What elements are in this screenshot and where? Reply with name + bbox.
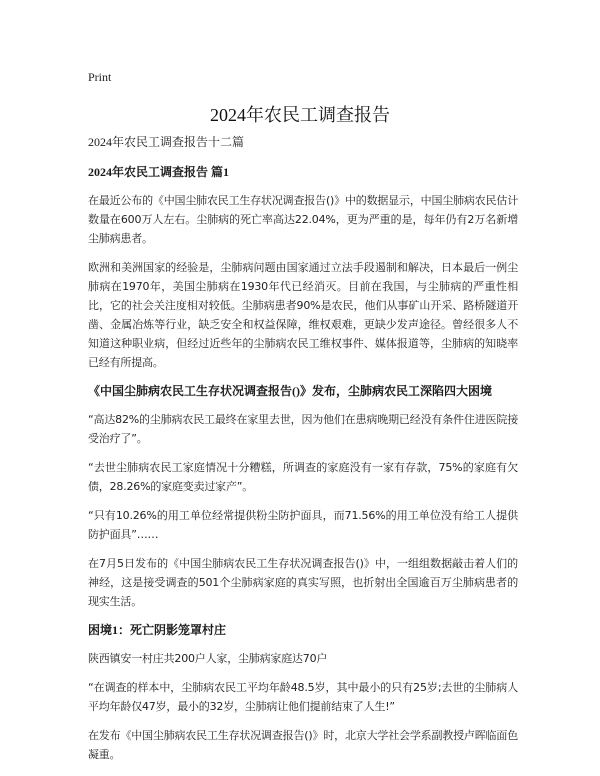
print-link[interactable]: Print (88, 70, 112, 84)
document-body (88, 133, 518, 774)
section-heading-2: 《中国尘肺病农民工生存状况调查报告()》发布，尘肺病农民工深陷四大困境 (88, 384, 492, 398)
section-heading-1: 2024年农民工调查报告 篇1 (88, 165, 230, 179)
document-title: 2024年农民工调查报告 (210, 105, 390, 125)
paragraph: 在最近公布的《中国尘肺农民工生存状况调查报告()》中的数据显示，中国尘肺病农民估计数量在600万人左右。尘肺病的死亡率高达22.04%，更为严重的是，每年仍有2万名新增尘肺病患者。 (88, 194, 518, 245)
section-heading-3: 困境1：死亡阴影笼罩村庄 (88, 623, 227, 637)
quote-paragraph: “在调查的样本中，尘肺病农民工平均年龄48.5岁，其中最小的只有25岁;去世的尘肺病人平均年龄仅47岁，最小的32岁，尘肺病让他们提前结束了人生!” (88, 681, 518, 713)
quote-paragraph: “去世尘肺病农民工家庭情况十分糟糕，所调查的家庭没有一家有存款，75%的家庭有欠债，28.26%的家庭变卖过家产”。 (88, 461, 518, 493)
paragraph: 在7月5日发布的《中国尘肺病农民工生存状况调查报告()》中，一组组数据敲击着人们的神经，这是接受调查的501个尘肺病家庭的真实写照，也折射出全国逾百万尘肺病患者的现实生活。 (88, 557, 518, 608)
paragraph: 陕西镇安一村庄共200户人家，尘肺病家庭达70户 (88, 652, 328, 665)
paragraph: 在发布《中国尘肺病农民工生存状况调查报告()》时，北京大学社会学系副教授卢晖临面色凝重。 (88, 729, 518, 761)
quote-paragraph: “只有10.26%的用工单位经常提供粉尘防护面具，而71.56%的用工单位没有给工人提供防护面具”…… (88, 509, 518, 541)
paragraph: 欧洲和美洲国家的经验是，尘肺病问题由国家通过立法手段遏制和解决，日本最后一例尘肺病在1970年，美国尘肺病在1930年代已经消灭。目前在我国，与尘肺病的严重性相比，它的社会关注度相对较低。尘肺病患者90%是农民，他们从事矿山开采、路桥隧道开凿、金属冶炼等行业，缺乏安全和权益保障，维权艰难，更缺少发声途径。曾经很多人不知道这种职业病，但经过近些年的尘肺病农民工维权事件、媒体报道等，尘肺病的知晓率已经有所提高。 (88, 261, 518, 369)
document-subtitle: 2024年农民工调查报告十二篇 (88, 135, 245, 149)
quote-paragraph: “高达82%的尘肺病农民工最终在家里去世，因为他们在患病晚期已经没有条件住进医院接受治疗了”。 (88, 413, 518, 445)
